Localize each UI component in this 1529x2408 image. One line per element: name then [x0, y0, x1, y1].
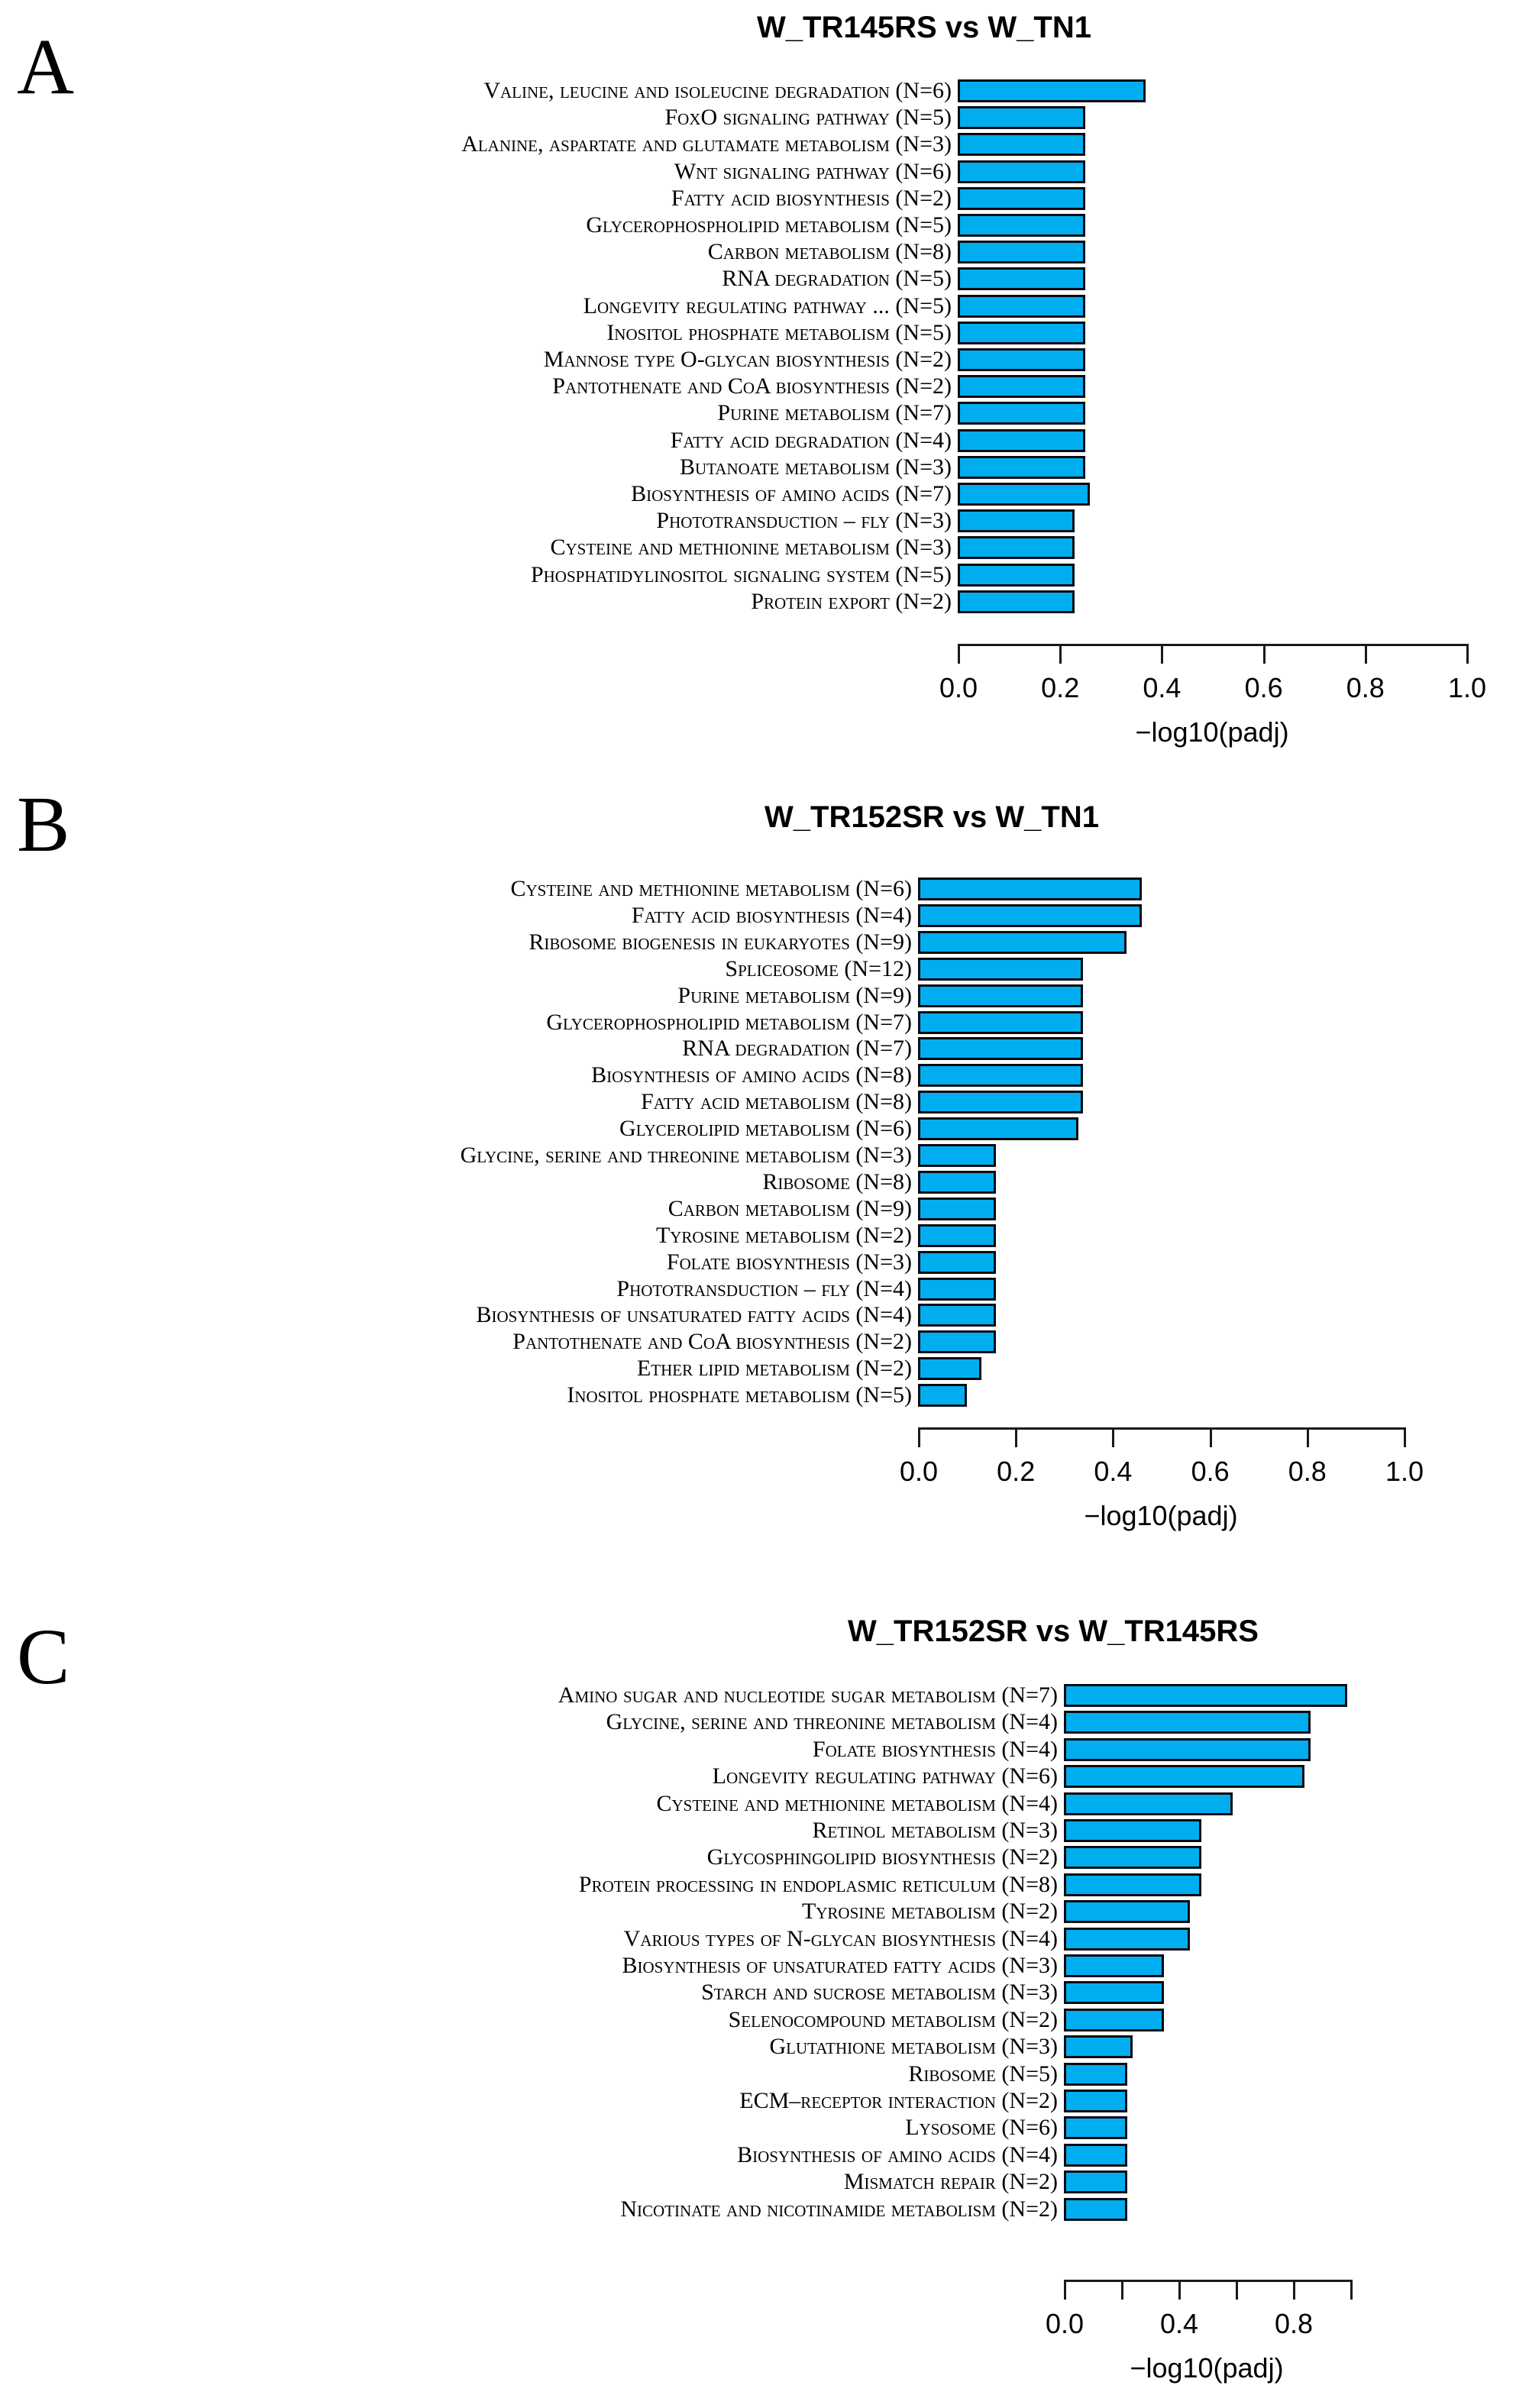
bar-row-label: Mannose type O-glycan biosynthesis (N=2) — [543, 347, 952, 372]
bar-row-label: Ribosome biogenesis in eukaryotes (N=9) — [529, 929, 912, 955]
bar-row-label: Carbon metabolism (N=8) — [707, 239, 952, 265]
bar-row-label: Purine metabolism (N=7) — [717, 400, 952, 426]
bar-row-label: Glycine, serine and threonine metabolism (N=4) — [606, 1709, 1058, 1735]
bar-row-label: Cysteine and methionine metabolism (N=4) — [656, 1790, 1058, 1816]
bar — [1064, 1928, 1190, 1951]
x-axis-tick-label: 0.6 — [1191, 1456, 1230, 1487]
bar-row-label: Biosynthesis of amino acids (N=4) — [737, 2141, 1058, 2167]
x-axis-tick-label: 0.8 — [1274, 2308, 1314, 2339]
bar-row-label: Amino sugar and nucleotide sugar metabolism (N=7) — [558, 1682, 1058, 1708]
x-axis-tick-label: 0.0 — [939, 672, 978, 703]
panel-c-x-axis-label: −log10(padj) — [1130, 2352, 1284, 2384]
bar — [1064, 1765, 1304, 1788]
bar-row-label: Fatty acid biosynthesis (N=2) — [671, 185, 952, 211]
bar-row-label: Tyrosine metabolism (N=2) — [801, 1899, 1058, 1925]
bar — [1064, 1792, 1233, 1815]
panel-b-letter: B — [17, 781, 70, 868]
x-axis-tick-label: 0.6 — [1244, 672, 1283, 703]
bar — [1064, 2198, 1127, 2221]
bar-row-label: Glycerophospholipid metabolism (N=5) — [586, 212, 952, 238]
bar-row-label: Valine, leucine and isoleucine degradation (N=6) — [483, 78, 952, 103]
x-axis-tick-label: 0.4 — [1143, 672, 1182, 703]
bar-row-label: Pantothenate and CoA biosynthesis (N=2) — [512, 1329, 912, 1355]
x-axis-tick-label: 1.0 — [1385, 1456, 1424, 1487]
bar — [1064, 1684, 1347, 1707]
x-axis-tick-label: 0.0 — [899, 1456, 939, 1487]
x-axis-tick-label: 0.0 — [1045, 2308, 1085, 2339]
panel-a-title: W_TR145RS vs W_TN1 — [757, 11, 1091, 44]
bar-row-label: Tyrosine metabolism (N=2) — [655, 1222, 912, 1248]
bar-row-label: Butanoate metabolism (N=3) — [679, 454, 952, 480]
bar — [1064, 1954, 1164, 1977]
bar-row-label: Pantothenate and CoA biosynthesis (N=2) — [552, 373, 952, 399]
bar-row-label: Protein export (N=2) — [751, 588, 952, 614]
bar — [1064, 2116, 1127, 2139]
bar-row-label: Ribosome (N=8) — [762, 1168, 912, 1194]
bar-row-label: Inositol phosphate metabolism (N=5) — [606, 319, 952, 345]
bar-row-label: Longevity regulating pathway (N=6) — [712, 1763, 1058, 1789]
bar — [1064, 1846, 1201, 1869]
bar-row-label: Glycine, serine and threonine metabolism (N=3) — [460, 1143, 912, 1168]
x-axis-tick-label: 1.0 — [1447, 672, 1487, 703]
x-axis-tick — [1178, 2280, 1181, 2300]
bar-row-label: Phosphatidylinositol signaling system (N=5) — [530, 561, 952, 587]
x-axis-tick-label: 0.2 — [1041, 672, 1080, 703]
bar-row-label: Ether lipid metabolism (N=2) — [636, 1356, 912, 1382]
bar — [1064, 2063, 1127, 2086]
bar-row-label: Fatty acid degradation (N=4) — [670, 427, 952, 453]
bar-row-label: Spliceosome (N=12) — [725, 955, 912, 981]
bar-row-label: Phototransduction – fly (N=4) — [616, 1275, 912, 1301]
x-axis-tick-label: 0.8 — [1346, 672, 1385, 703]
bar-row-label: Lysosome (N=6) — [905, 2115, 1058, 2141]
bar-row-label: Biosynthesis of unsaturated fatty acids (N=4) — [476, 1302, 912, 1328]
bar-row-label: Carbon metabolism (N=9) — [668, 1195, 912, 1221]
bar-row-label: Fatty acid metabolism (N=8) — [641, 1089, 912, 1115]
bar-row-label: Biosynthesis of amino acids (N=7) — [631, 481, 952, 506]
bar-row-label: Starch and sucrose metabolism (N=3) — [701, 1980, 1058, 2006]
bar-row-label: Phototransduction – fly (N=3) — [656, 508, 952, 534]
x-axis-tick-label: 0.4 — [1094, 1456, 1133, 1487]
panel-c-title: W_TR152SR vs W_TR145RS — [848, 1614, 1259, 1648]
bar-row-label: Glutathione metabolism (N=3) — [769, 2034, 1058, 2060]
bar — [1064, 2090, 1127, 2112]
x-axis-tick-label: 0.4 — [1159, 2308, 1199, 2339]
x-axis-tick — [1293, 2280, 1295, 2300]
bar-row-label: Folate biosynthesis (N=3) — [666, 1249, 912, 1275]
bar-row-label: Glycosphingolipid biosynthesis (N=2) — [706, 1844, 1058, 1870]
x-axis-tick-label: 0.2 — [997, 1456, 1036, 1487]
bar-row-label: FoxO signaling pathway (N=5) — [664, 105, 952, 131]
panel-c-letter: C — [17, 1613, 70, 1701]
bar-row-label: Biosynthesis of unsaturated fatty acids (N=3) — [622, 1953, 1058, 1978]
panel-b-x-axis-label: −log10(padj) — [1084, 1500, 1238, 1531]
bar-row-label: Protein processing in endoplasmic reticulum (N=8) — [578, 1871, 1058, 1897]
bar-row-label: Alanine, aspartate and glutamate metabolism (N=3) — [461, 131, 952, 157]
bar-row-label: Ribosome (N=5) — [908, 2061, 1058, 2086]
bar — [1064, 1819, 1201, 1842]
panel-b-title: W_TR152SR vs W_TN1 — [764, 800, 1099, 834]
bar-row-label: Fatty acid biosynthesis (N=4) — [631, 902, 912, 928]
bar — [1064, 2009, 1164, 2031]
bar — [1064, 2144, 1127, 2167]
bar-row-label: Cysteine and methionine metabolism (N=3) — [550, 535, 952, 561]
bar-row-label: Mismatch repair (N=2) — [843, 2169, 1058, 2195]
x-axis-line — [1064, 2280, 1353, 2282]
x-axis-tick — [1350, 2280, 1353, 2300]
bar — [1064, 2035, 1133, 2058]
bar — [1064, 1711, 1311, 1734]
bar-row-label: Cysteine and methionine metabolism (N=6) — [510, 876, 912, 901]
bar-row-label: Glycerophospholipid metabolism (N=7) — [546, 1009, 912, 1035]
bar-row-label: Purine metabolism (N=9) — [677, 982, 912, 1008]
bar — [1064, 1900, 1190, 1923]
bar — [1064, 1738, 1311, 1761]
bar-row-label: Glycerolipid metabolism (N=6) — [619, 1116, 912, 1142]
bar — [1064, 1873, 1201, 1896]
bar — [1064, 2170, 1127, 2193]
bar-row-label: Biosynthesis of amino acids (N=8) — [591, 1062, 912, 1088]
bar-row-label: ECM–receptor interaction (N=2) — [739, 2088, 1058, 2113]
bar-row-label: Selenocompound metabolism (N=2) — [728, 2006, 1058, 2032]
x-axis-tick — [1064, 2280, 1066, 2300]
panel-a-letter: A — [17, 23, 75, 111]
bar-row-label: Various types of N-glycan biosynthesis (N=4) — [623, 1925, 1058, 1951]
bar-row-label: Wnt signaling pathway (N=6) — [674, 158, 952, 184]
panel-a-x-axis-label: −log10(padj) — [1135, 716, 1289, 748]
x-axis-tick — [1121, 2280, 1123, 2300]
bar-row-label: Nicotinate and nicotinamide metabolism (N=2) — [620, 2196, 1058, 2222]
bar-row-label: RNA degradation (N=7) — [682, 1036, 912, 1062]
bar-row-label: Folate biosynthesis (N=4) — [812, 1736, 1058, 1762]
bar-row-label: Inositol phosphate metabolism (N=5) — [567, 1382, 912, 1408]
bar-row-label: RNA degradation (N=5) — [722, 266, 952, 292]
bar — [1064, 1981, 1164, 2004]
x-axis-tick — [1236, 2280, 1238, 2300]
x-axis-tick-label: 0.8 — [1288, 1456, 1327, 1487]
bar-row-label: Retinol metabolism (N=3) — [812, 1818, 1058, 1843]
bar-row-label: Longevity regulating pathway ... (N=5) — [583, 293, 952, 318]
